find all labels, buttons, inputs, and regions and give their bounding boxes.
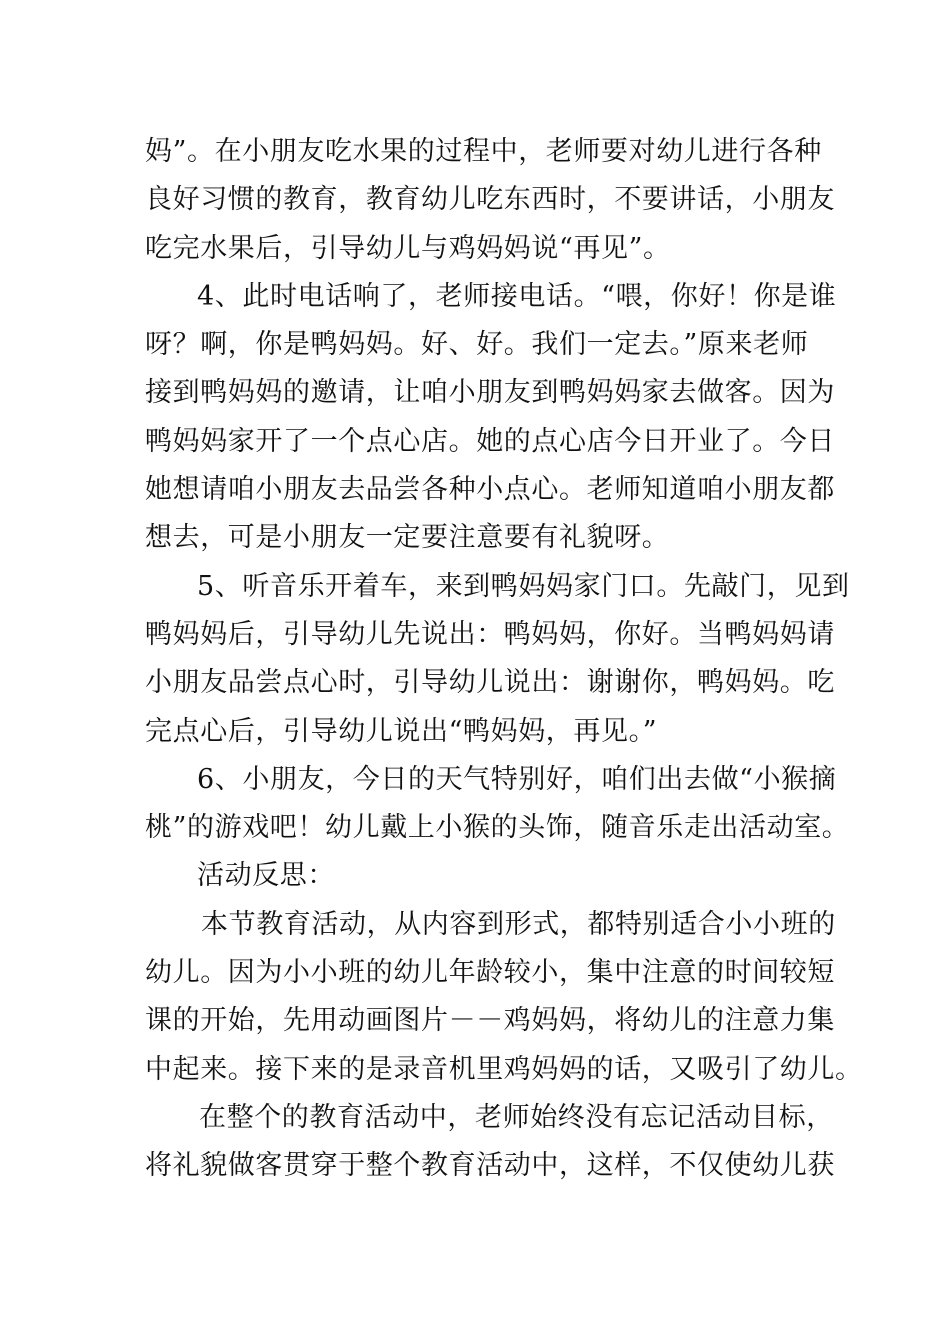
body-text xyxy=(145,128,863,1191)
text-line: 本节教育活动，从内容到形式，都特别适合小小班的 xyxy=(201,908,836,940)
text-line: 课的开始，先用动画图片－－鸡妈妈，将幼儿的注意力集 xyxy=(145,1005,835,1037)
text-line: 接到鸭妈妈的邀请，让咱小朋友到鸭妈妈家去做客。因为 xyxy=(145,377,835,409)
text-line: 在整个的教育活动中，老师始终没有忘记活动目标， xyxy=(199,1101,834,1133)
text-line: 完点心后，引导幼儿说出“鸭妈妈，再见。” xyxy=(145,715,658,747)
text-line: 桃”的游戏吧！幼儿戴上小猴的头饰，随音乐走出活动室。 xyxy=(145,812,850,844)
text-line: 吃完水果后，引导幼儿与鸡妈妈说“再见”。 xyxy=(145,232,671,264)
text-line: 幼儿。因为小小班的幼儿年龄较小，集中注意的时间较短 xyxy=(145,957,835,989)
text-line: 6、小朋友，今日的天气特别好，咱们出去做“小猴摘 xyxy=(197,763,837,795)
text-line: 良好习惯的教育，教育幼儿吃东西时，不要讲话，小朋友 xyxy=(145,184,835,216)
text-line: 小朋友品尝点心时，引导幼儿说出：谢谢你，鸭妈妈。吃 xyxy=(145,667,835,699)
text-line: 鸭妈妈后，引导幼儿先说出：鸭妈妈，你好。当鸭妈妈请 xyxy=(145,618,835,650)
text-line: 将礼貌做客贯穿于整个教育活动中，这样，不仅使幼儿获 xyxy=(145,1150,835,1182)
text-line: 中起来。接下来的是录音机里鸡妈妈的话，又吸引了幼儿。 xyxy=(145,1053,863,1085)
text-line: 想去，可是小朋友一定要注意要有礼貌呀。 xyxy=(145,522,670,554)
text-line: 妈”。在小朋友吃水果的过程中，老师要对幼儿进行各种 xyxy=(145,136,822,167)
text-line: 她想请咱小朋友去品尝各种小点心。老师知道咱小朋友都 xyxy=(145,474,835,506)
section-heading: 活动反思： xyxy=(197,860,335,892)
text-line: 鸭妈妈家开了一个点心店。她的点心店今日开业了。今日 xyxy=(145,425,835,457)
text-line: 4、此时电话响了，老师接电话。“喂，你好！你是谁 xyxy=(197,280,837,312)
text-line: 5、听音乐开着车，来到鸭妈妈家门口。先敲门，见到 xyxy=(197,570,850,602)
text-line: 呀？啊，你是鸭妈妈。好、好。我们一定去。”原来老师 xyxy=(145,329,809,361)
